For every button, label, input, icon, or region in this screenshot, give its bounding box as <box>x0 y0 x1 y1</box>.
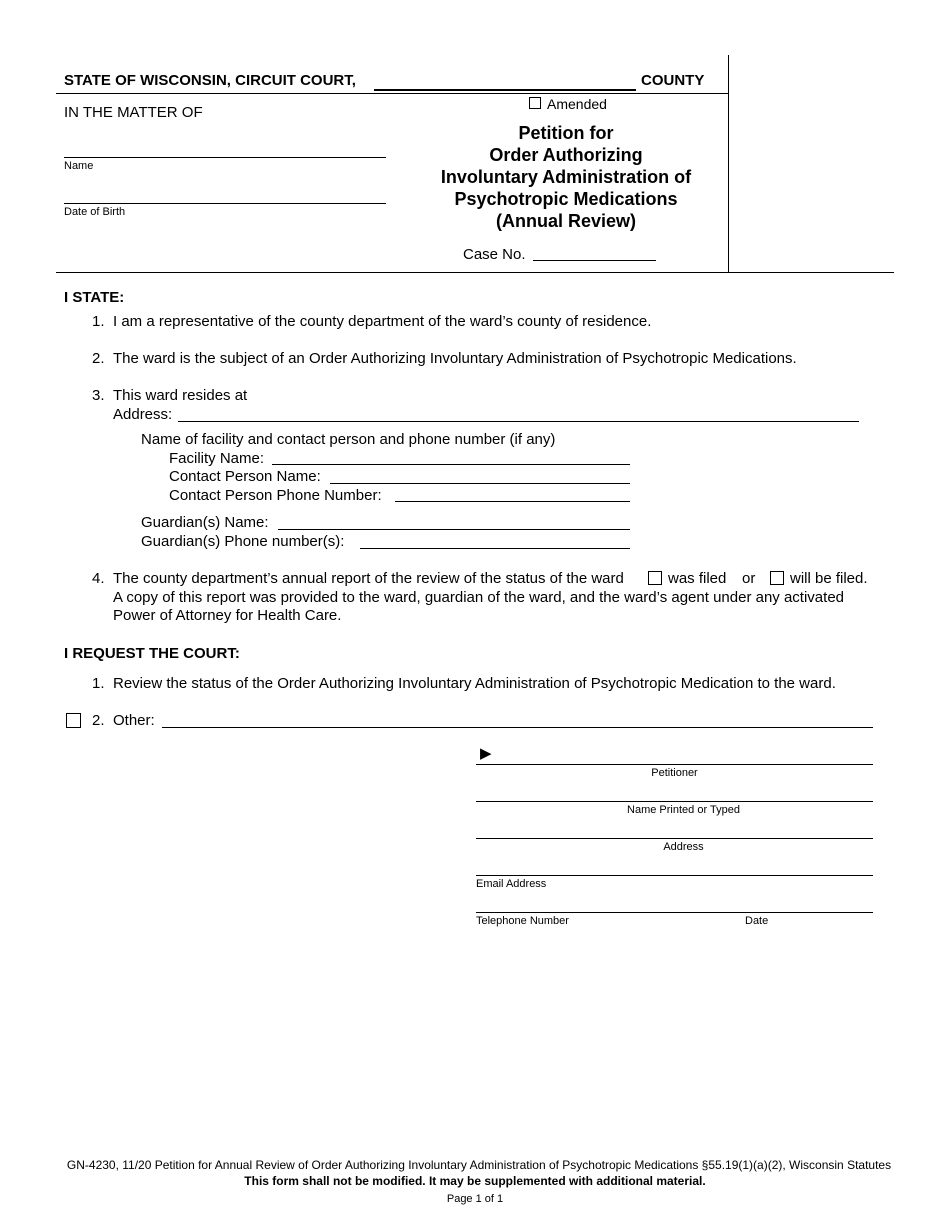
in-matter-of: IN THE MATTER OF <box>64 104 203 121</box>
email-field[interactable] <box>476 875 873 876</box>
footer-notice: This form shall not be modified. It may be supplemented with additional material. <box>244 1174 706 1188</box>
other-checkbox[interactable] <box>66 713 81 728</box>
case-no-field[interactable] <box>533 260 656 261</box>
guardian-phone-label: Guardian(s) Phone number(s): <box>141 533 345 550</box>
address-signature-field[interactable] <box>476 838 873 839</box>
facility-name-label: Facility Name: <box>169 450 265 467</box>
telephone-label: Telephone Number <box>476 915 569 927</box>
header-vertical-rule <box>728 55 729 272</box>
title-line: Petition for <box>518 123 614 143</box>
other-field[interactable] <box>162 727 873 728</box>
item-number: 3. <box>92 387 105 404</box>
dob-field[interactable] <box>64 203 386 204</box>
address-signature-label: Address <box>663 841 704 853</box>
petitioner-signature-field[interactable] <box>476 764 873 765</box>
title-line: Order Authorizing <box>489 145 643 165</box>
page-number: Page 1 of 1 <box>446 1193 504 1205</box>
will-be-filed-label: will be filed. <box>790 570 868 587</box>
header-bottom-rule <box>56 272 894 273</box>
state-item-3: This ward resides at <box>113 387 248 404</box>
telephone-date-field[interactable] <box>476 912 873 913</box>
county-field[interactable] <box>374 89 636 91</box>
state-item-4-line-1: The county department’s annual report of the review of the status of the ward <box>113 570 624 587</box>
contact-phone-field[interactable] <box>395 501 630 502</box>
guardian-phone-field[interactable] <box>360 548 630 549</box>
name-printed-field[interactable] <box>476 801 873 802</box>
form-title <box>406 122 726 232</box>
name-field[interactable] <box>64 157 386 158</box>
was-filed-label: was filed <box>668 570 727 587</box>
address-label: Address: <box>113 406 173 423</box>
facility-name-field[interactable] <box>272 464 630 465</box>
item-number: 2. <box>92 712 105 729</box>
case-no-label: Case No. <box>463 246 526 263</box>
contact-name-label: Contact Person Name: <box>169 468 321 485</box>
state-item-4-line-3: Power of Attorney for Health Care. <box>113 607 342 624</box>
state-item-2: The ward is the subject of an Order Authorizing Involuntary Administration of Psychotropic Medications. <box>113 350 797 367</box>
footer-form-id: GN-4230, 11/20 Petition for Annual Review of Order Authorizing Involuntary Administration of Psychotropic Medications §55.19(1)(a)(2), Wisconsin Statutes <box>66 1158 892 1172</box>
item-number: 1. <box>92 675 105 692</box>
date-label: Date <box>745 915 769 927</box>
title-line: Psychotropic Medications <box>454 189 678 209</box>
state-heading: I STATE: <box>64 289 125 306</box>
was-filed-checkbox[interactable] <box>648 571 662 585</box>
request-heading: I REQUEST THE COURT: <box>64 645 240 662</box>
name-label: Name <box>64 160 94 172</box>
facility-intro: Name of facility and contact person and phone number (if any) <box>141 431 556 448</box>
title-line: Involuntary Administration of <box>440 167 692 187</box>
header-top-rule <box>56 93 728 94</box>
court-label: STATE OF WISCONSIN, CIRCUIT COURT, <box>64 72 356 89</box>
contact-name-field[interactable] <box>330 483 630 484</box>
contact-phone-label: Contact Person Phone Number: <box>169 487 382 504</box>
title-line: (Annual Review) <box>495 211 637 231</box>
amended-label: Amended <box>547 96 607 112</box>
guardian-name-field[interactable] <box>278 529 630 530</box>
petitioner-label: Petitioner <box>651 767 698 779</box>
guardian-name-label: Guardian(s) Name: <box>141 514 269 531</box>
email-label: Email Address <box>476 878 547 890</box>
state-item-1: I am a representative of the county department of the ward’s county of residence. <box>113 313 652 330</box>
name-printed-label: Name Printed or Typed <box>627 804 740 816</box>
or-label: or <box>742 570 756 587</box>
address-field[interactable] <box>178 421 859 422</box>
dob-label: Date of Birth <box>64 206 126 218</box>
item-number: 1. <box>92 313 105 330</box>
county-label: COUNTY <box>641 72 705 89</box>
other-label: Other: <box>113 712 155 729</box>
item-number: 2. <box>92 350 105 367</box>
will-be-filed-checkbox[interactable] <box>770 571 784 585</box>
item-number: 4. <box>92 570 105 587</box>
signature-arrow-icon: ▶ <box>480 745 492 762</box>
request-item-1: Review the status of the Order Authorizing Involuntary Administration of Psychotropic Medication to the ward. <box>113 675 836 692</box>
state-item-4-line-2: A copy of this report was provided to the ward, guardian of the ward, and the ward’s agent under any activated <box>113 589 845 606</box>
amended-checkbox[interactable] <box>529 97 541 109</box>
